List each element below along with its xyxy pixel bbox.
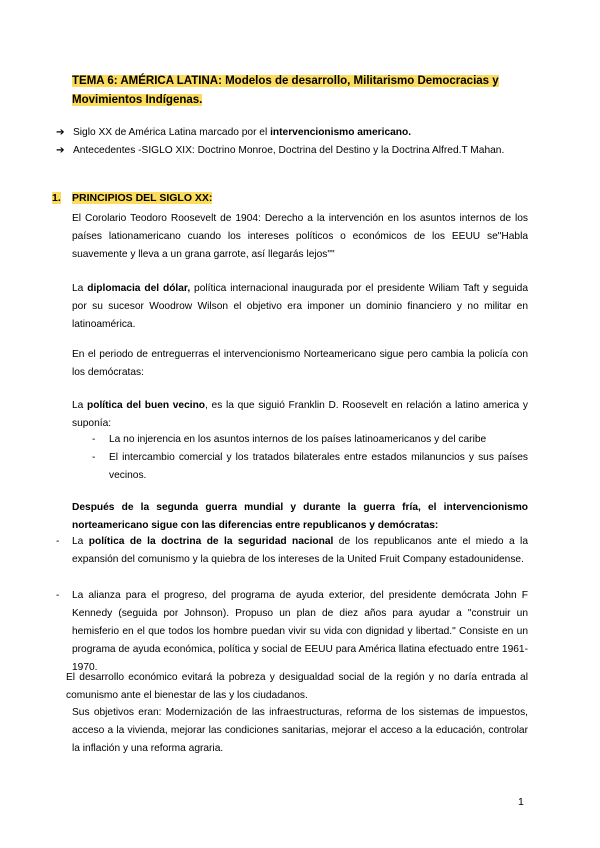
arrow-icon: ➔ — [56, 145, 65, 156]
paragraph-diplomacia: La diplomacia del dólar, política internacional inaugurada por el presidente Wiliam Taft y seguida por su sucesor Woodrow Wilson el objetivo era imponer un dominio financiero y no militar en latinoamérica. — [72, 283, 528, 330]
seguridad-bold: política de la doctrina de la seguridad nacional — [88, 536, 334, 547]
intro-item-1-bold: intervencionismo americano. — [270, 127, 412, 138]
paragraph-seguridad-nacional: La política de la doctrina de la seguridad nacional de los republicanos ante el miedo a la expansión del comunismo y la quiebra de los intereses de la United Fruit Company estadounidense. — [72, 536, 528, 565]
paragraph-corolario: El Corolario Teodoro Roosevelt de 1904: Derecho a la intervención en los asuntos internos de los países lationamericano cuando los intereses políticos o económicos de los EEUU se"Habla suavemente y lleva a un grana garrote, así llegarás lejos"" — [72, 213, 528, 260]
dash-bullet: - — [92, 434, 96, 445]
list-item: El intercambio comercial y los tratados bilaterales entre estados milanuncios y sus países vecinos. — [109, 452, 528, 481]
title-line-2: Movimientos Indígenas. — [72, 94, 203, 106]
title-line-1: TEMA 6: AMÉRICA LATINA: Modelos de desarrollo, Militarismo Democracias y — [72, 75, 499, 87]
section-title: PRINCIPIOS DEL SIGLO XX: — [72, 192, 213, 204]
paragraph-objetivos: Sus objetivos eran: Modernización de las infraestructuras, reforma de los sistemas de impuestos, acceso a la vivienda, mejorar las condiciones sanitarias, mejorar el acceso a la educación, controlar la inflación y una reforma agraria. — [72, 707, 528, 754]
list-item: La no injerencia en los asuntos internos de los países latinoamericanos y del caribe — [109, 434, 487, 445]
paragraph-entreguerras: En el periodo de entreguerras el intervencionismo Norteamericano sigue pero cambia la policía con los demócratas: — [72, 349, 528, 378]
page-number: 1 — [518, 796, 524, 808]
document-page: TEMA 6: AMÉRICA LATINA: Modelos de desarrollo, Militarismo Democracias y Movimientos Indígenas. ➔ Siglo XX de América Latina marcado por el intervencionismo americano. ➔ Antecedentes -SIGLO XIX: Doctrino Monroe, Doctrina del Destino y la Doctrina Alfred.T Mahan. 1. PRINCIPIOS DEL SIGLO XX: El Corolario Teodoro Roosevelt de 1904: Derecho a la intervención en los asuntos internos de los países lationamericano cuando los intereses políticos o económicos de los EEUU se"Habla suavemente y lleva a un grana garrote, así llegarás lejos"" La diplomacia del dólar, política internacional inaugurada por el presidente Wiliam Taft y seguida por su sucesor Woodrow Wilson el objetivo era imponer un dominio financiero y no militar en latinoamérica. En el periodo de entreguerras el intervencionismo Norteamericano sigue pero cambia la policía con los demócratas: La política del buen vecino, es la que siguió Franklin D. Roosevelt en relación a latino america y suponía: - La no injerencia en los asuntos internos de los países latinoamericanos y del caribe - El intercambio comercial y los tratados bilaterales entre estados milanuncios y sus países vecinos. Después de la segunda guerra mundial y durante la guerra fría, el intervencionismo norteamericano sigue con las diferencias entre republicanos y demócratas: - La política de la doctrina de la seguridad nacional de los republicanos ante el miedo a la expansión del comunismo y la quiebra de los intereses de la United Fruit Company estadounidense. - La alianza para el progreso, del programa de ayuda exterior, del presidente demócrata John F Kennedy (seguida por Johnson). Propuso un plan de diez años para ayudar a "construir un hemisferio en el que todos los hombre puedan vivir su vida con dignidad y libertad." Consiste en un programa de ayuda económica, política y social de EEUU para América llatina efectuado entre 1961-1970. El desarrollo económico evitará la pobreza y desigualdad social de la región y no daría entrada al comunismo ante el bienestar de las y los ciudadanos. Sus objetivos eran: Modernización de las infraestructuras, reforma de los sistemas de impuestos, acceso a la vivienda, mejorar las condiciones sanitarias, mejorar el acceso a la educación, controlar la inflación y una reforma agraria. 1 — [0, 0, 600, 848]
diplomacia-bold: diplomacia del dólar, — [87, 283, 191, 294]
dash-bullet: - — [56, 590, 60, 601]
paragraph-posguerra: Después de la segunda guerra mundial y durante la guerra fría, el intervencionismo norteamericano sigue con las diferencias entre republicanos y demócratas: — [72, 502, 528, 531]
section-number: 1. — [52, 192, 61, 204]
buen-vecino-bold: política del buen vecino — [87, 400, 206, 411]
dash-bullet: - — [56, 536, 60, 547]
paragraph-desarrollo: El desarrollo económico evitará la pobreza y desigualdad social de la región y no daría entrada al comunismo ante el bienestar de las y los ciudadanos. — [66, 672, 528, 701]
paragraph-alianza: La alianza para el progreso, del programa de ayuda exterior, del presidente demócrata John F Kennedy (seguida por Johnson). Propuso un plan de diez años para ayudar a "construir un hemisferio en el que todos los hombre puedan vivir su vida con dignidad y libertad." Consiste en un programa de ayuda económica, política y social de EEUU para América llatina efectuado entre 1961-1970. — [72, 590, 528, 673]
dash-bullet: - — [92, 452, 96, 463]
page-title — [72, 72, 528, 110]
paragraph-buen-vecino: La política del buen vecino, es la que siguió Franklin D. Roosevelt en relación a latino america y suponía: — [72, 400, 528, 429]
arrow-icon: ➔ — [56, 127, 65, 138]
